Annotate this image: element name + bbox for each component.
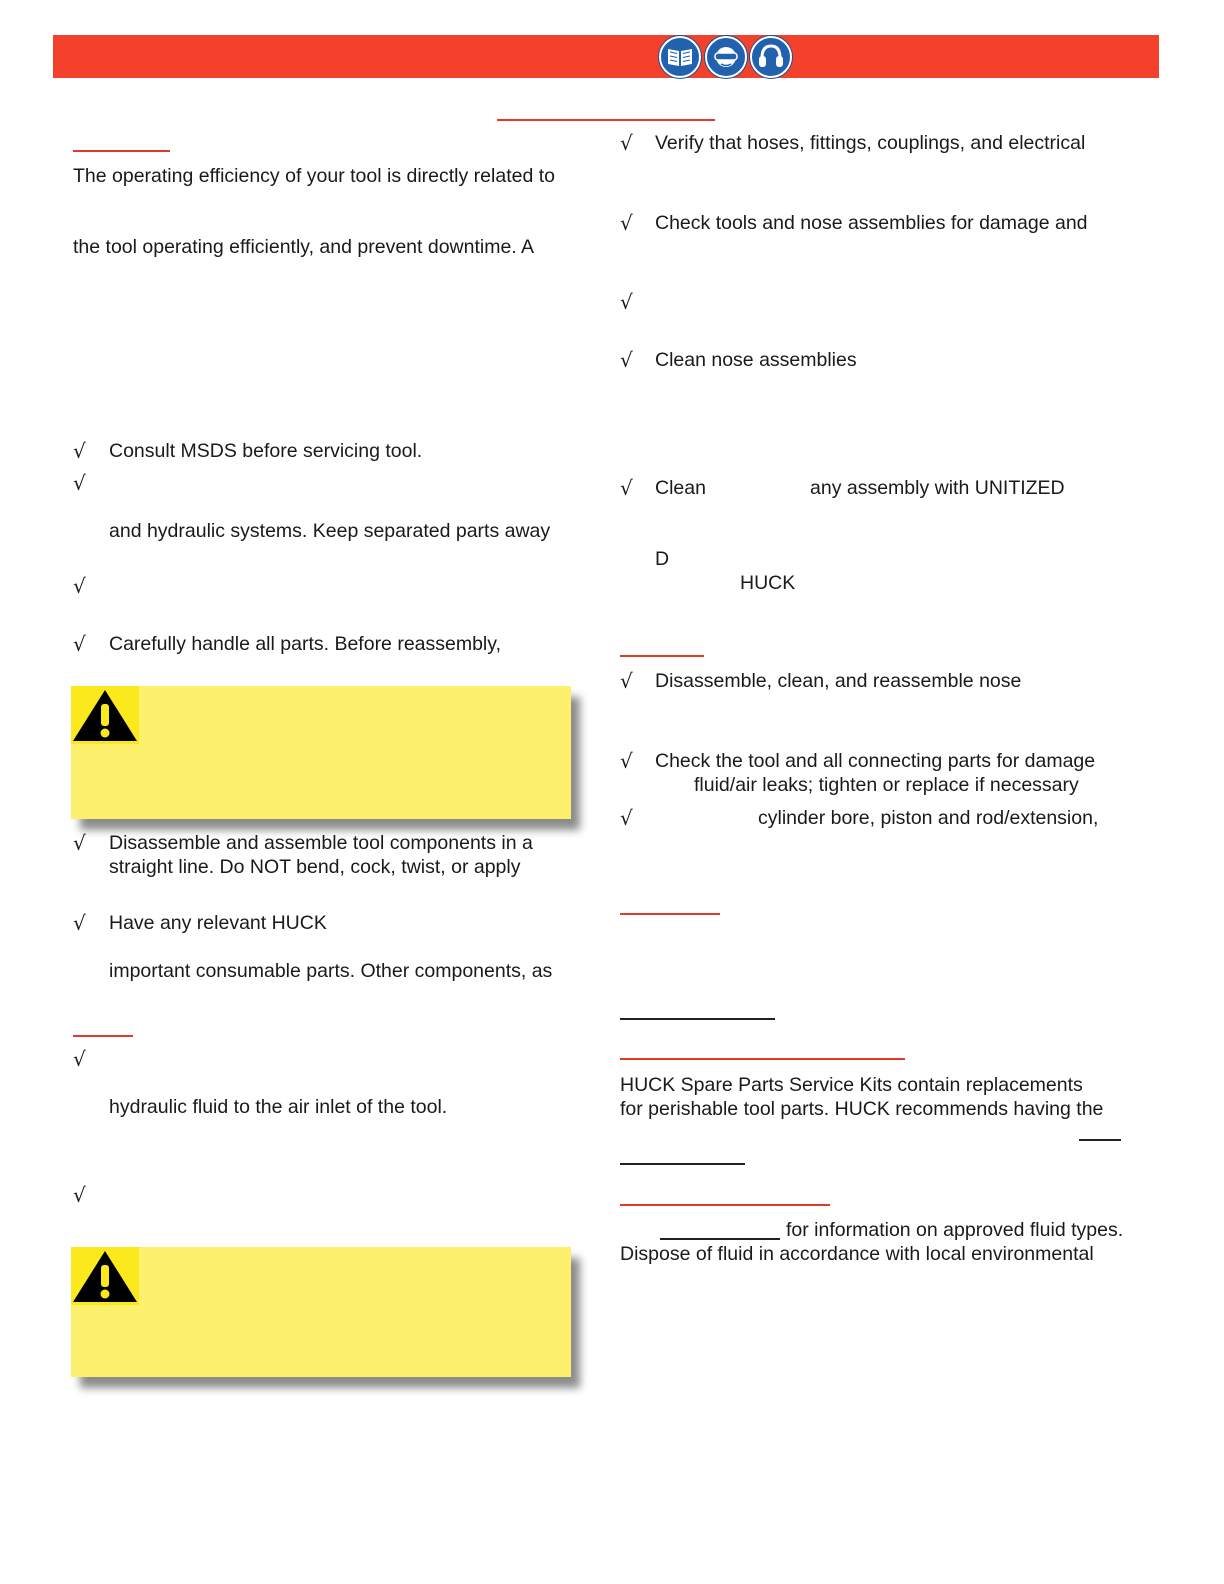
section-underline-right-4 [620,1204,830,1206]
check-mark: √ [620,806,633,830]
check-mark: √ [620,290,633,314]
check-mark: √ [73,439,86,463]
intro-text: The operating efficiency of your tool is directly related to [73,165,555,187]
check-mark: √ [620,749,633,773]
read-manual-icon [659,36,701,78]
list-item: Consult MSDS before servicing tool. [109,440,423,462]
paragraph-text: for perishable tool parts. HUCK recommends having the [620,1098,1104,1120]
link-underline-3 [620,1163,745,1165]
section-underline-left-2 [73,1035,133,1037]
warning-box [71,1247,571,1377]
list-item: Verify that hoses, fittings, couplings, and electrical [655,132,1086,154]
section-underline-right-2 [620,913,720,915]
check-mark: √ [73,1047,86,1071]
header-bar [53,35,1159,78]
list-item: hydraulic fluid to the air inlet of the tool. [109,1096,448,1118]
list-item: HUCK [740,572,796,594]
warning-box [71,686,571,819]
check-mark: √ [73,574,86,598]
paragraph-text: for information on approved fluid types. [786,1219,1124,1241]
warning-icon [71,686,139,744]
title-underline [497,119,715,121]
list-item: Disassemble, clean, and reassemble nose [655,670,1022,692]
list-item: D [655,548,670,570]
list-item: and hydraulic systems. Keep separated parts away [109,520,551,542]
list-item: Clean [655,477,706,499]
check-mark: √ [73,632,86,656]
list-item: any assembly with UNITIZED [810,477,1065,499]
ear-protection-icon [750,36,792,78]
warning-icon [71,1247,139,1305]
list-item: Check tools and nose assemblies for damage and [655,212,1088,234]
check-mark: √ [620,669,633,693]
list-item: Check the tool and all connecting parts for damage [655,750,1096,772]
link-underline-1 [620,1018,775,1020]
check-mark: √ [73,1183,86,1207]
list-item: Clean nose assemblies [655,349,857,371]
paragraph-text: HUCK Spare Parts Service Kits contain replacements [620,1074,1083,1096]
section-underline-right-1 [620,655,704,657]
check-mark: √ [620,348,633,372]
section-underline-right-3 [620,1058,905,1060]
list-item: Carefully handle all parts. Before reassembly, [109,633,501,655]
list-item: fluid/air leaks; tighten or replace if necessary [694,774,1079,796]
check-mark: √ [73,471,86,495]
intro-text: the tool operating efficiently, and prevent downtime. A [73,236,535,258]
list-item: important consumable parts. Other components, as [109,960,553,982]
list-item: cylinder bore, piston and rod/extension, [758,807,1099,829]
list-item: straight line. Do NOT bend, cock, twist, or apply [109,856,521,878]
list-item: Disassemble and assemble tool components in a [109,832,533,854]
list-item: Have any relevant HUCK [109,912,327,934]
check-mark: √ [620,476,633,500]
paragraph-text: Dispose of fluid in accordance with local environmental [620,1243,1094,1265]
section-underline-left-1 [73,150,170,152]
check-mark: √ [73,911,86,935]
check-mark: √ [73,831,86,855]
eye-protection-icon [705,36,747,78]
check-mark: √ [620,211,633,235]
link-underline-4 [660,1238,780,1240]
link-underline-2 [1079,1139,1121,1141]
check-mark: √ [620,131,633,155]
